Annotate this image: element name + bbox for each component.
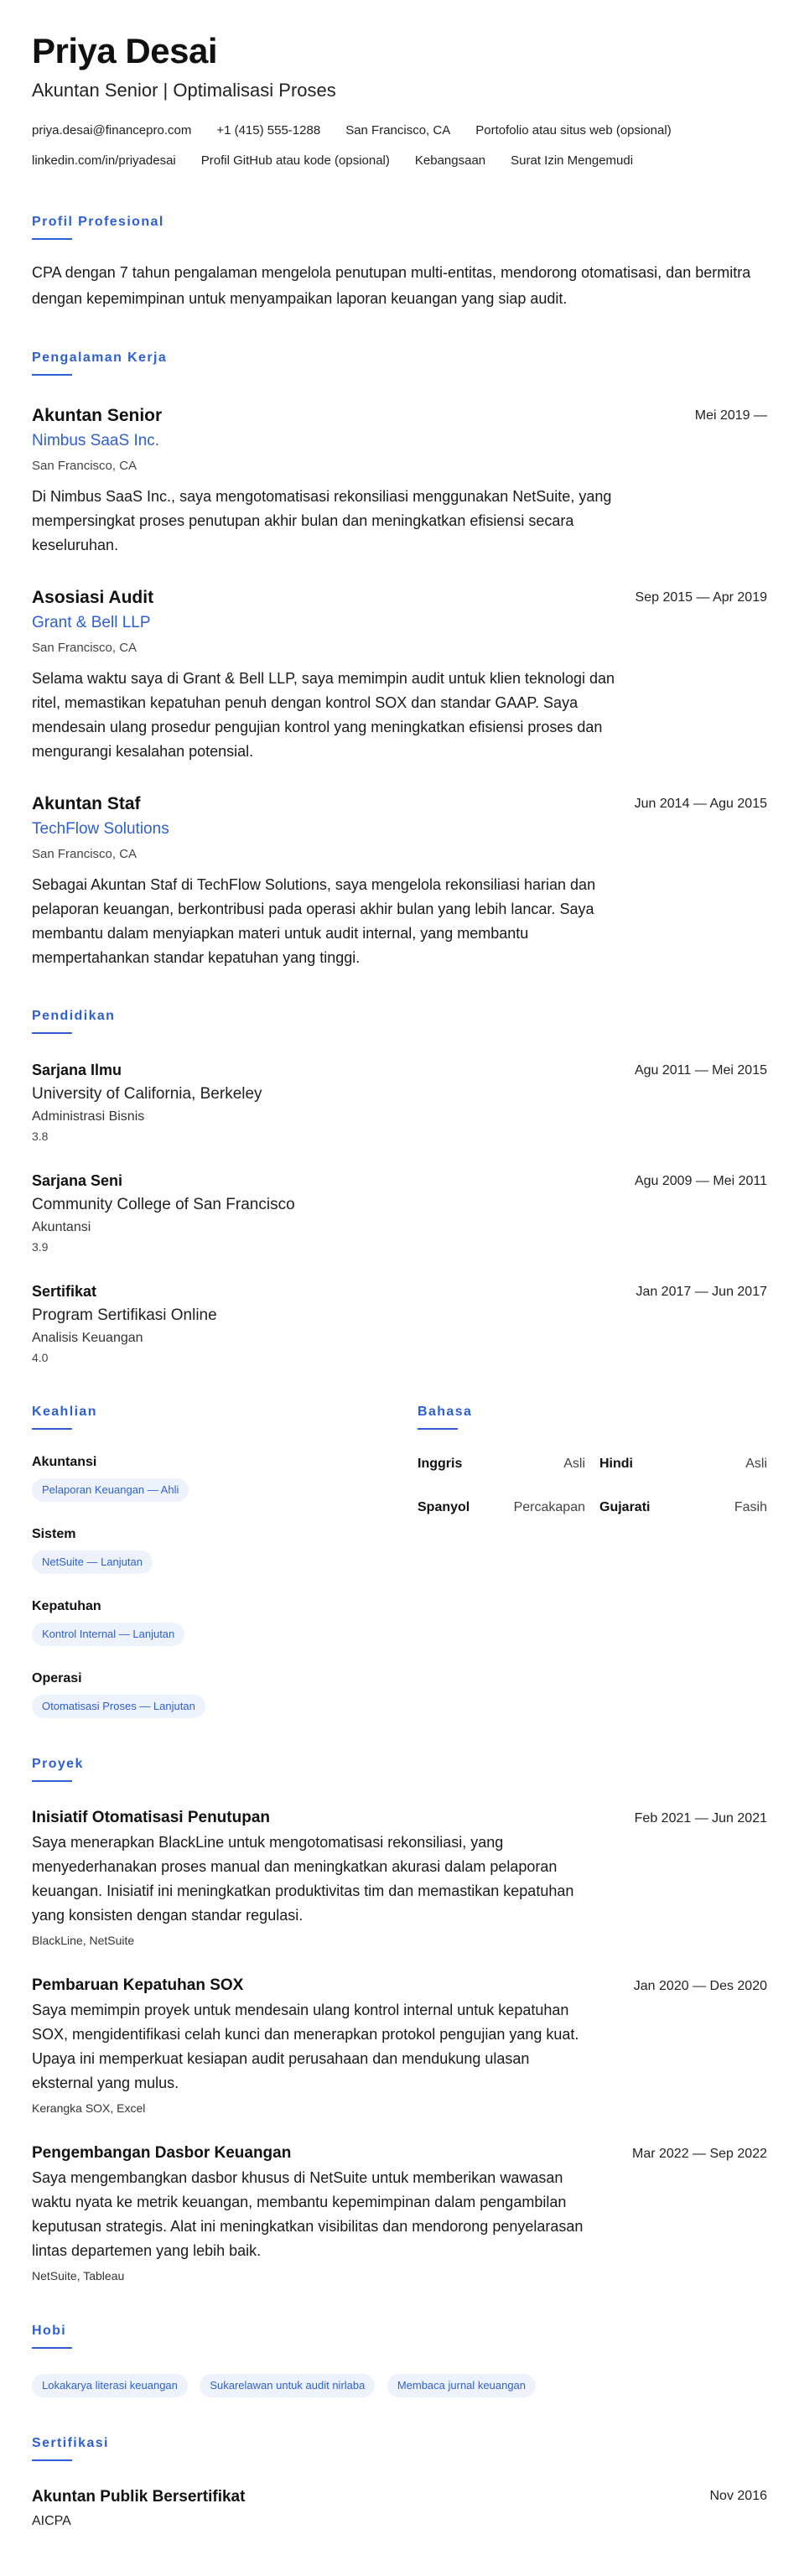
project-title: Inisiatif Otomatisasi Penutupan	[32, 1809, 270, 1826]
section-title: Sertifikasi	[32, 2436, 109, 2450]
skill-chip: NetSuite — Lanjutan	[32, 1550, 153, 1574]
section-divider	[32, 2347, 72, 2349]
project-tech: NetSuite, Tableau	[32, 2269, 125, 2283]
project-title: Pengembangan Dasbor Keuangan	[32, 2144, 292, 2162]
job-title: Akuntan Staf	[32, 794, 141, 813]
project-entry	[32, 1975, 767, 2117]
degree: Sertifikat	[32, 1283, 97, 1300]
contact-linkedin[interactable]: linkedin.com/in/priyadesai	[32, 153, 176, 168]
certifications-section	[32, 2434, 767, 2532]
certification-date: Nov 2016	[709, 2489, 767, 2503]
languages-section	[418, 1403, 767, 1718]
degree: Sarjana Ilmu	[32, 1062, 122, 1078]
project-entry	[32, 1807, 767, 1950]
education-dates: Agu 2011 — Mei 2015	[634, 1063, 767, 1078]
project-entry	[32, 2142, 767, 2285]
skills-languages-row	[32, 1403, 767, 1718]
experience-entry	[32, 404, 767, 558]
school-name: Community College of San Francisco	[32, 1196, 295, 1213]
project-dates: Jan 2020 — Des 2020	[633, 1979, 767, 1993]
language-item	[599, 1490, 767, 1525]
contact-list	[32, 116, 767, 176]
candidate-name: Priya Desai	[32, 31, 217, 70]
section-divider	[32, 2459, 72, 2461]
gpa: 3.9	[32, 1240, 49, 1254]
job-location: San Francisco, CA	[32, 641, 137, 655]
section-divider	[418, 1428, 458, 1430]
degree: Sarjana Seni	[32, 1172, 123, 1189]
candidate-headline: Akuntan Senior | Optimalisasi Proses	[32, 80, 336, 101]
skill-category: Kepatuhan	[32, 1599, 101, 1613]
section-title: Hobi	[32, 2324, 67, 2338]
skill-category: Akuntansi	[32, 1455, 97, 1469]
job-description: Sebagai Akuntan Staf di TechFlow Solutions, saya mengelola rekonsiliasi harian dan pelaporan keuangan, berkontribusi pada operasi akhir bulan yang lebih lancar. Saya membantu dalam menyiapkan materi untuk audit internal, yang membantu mempertahankan standar kepatuhan yang tinggi.	[32, 876, 596, 966]
job-dates: Sep 2015 — Apr 2019	[635, 590, 767, 605]
language-level: Asli	[563, 1457, 585, 1471]
job-title: Akuntan Senior	[32, 406, 163, 425]
skill-category: Sistem	[32, 1527, 76, 1541]
resume-header	[32, 30, 767, 176]
language-level: Percakapan	[513, 1500, 585, 1514]
language-level: Fasih	[734, 1500, 767, 1514]
project-description: Saya menerapkan BlackLine untuk mengotomatisasi rekonsiliasi, yang menyederhanakan proses manual dan meningkatkan akurasi dalam pelaporan keuangan. Inisiatif ini meningkatkan produktivitas tim dan memastikan kepatuhan yang konsisten dengan standar regulasi.	[32, 1834, 574, 1924]
section-divider	[32, 238, 72, 240]
gpa: 4.0	[32, 1351, 49, 1364]
section-divider	[32, 1032, 72, 1034]
hobby-chip: Membaca jurnal keuangan	[387, 2374, 536, 2397]
section-title: Pengalaman Kerja	[32, 351, 168, 365]
section-title: Bahasa	[418, 1405, 473, 1419]
education-dates: Agu 2009 — Mei 2011	[634, 1174, 767, 1188]
job-description: Di Nimbus SaaS Inc., saya mengotomatisasi rekonsiliasi menggunakan NetSuite, yang mempersingkat proses penutupan akhir bulan dan meningkatkan efisiensi secara keseluruhan.	[32, 488, 612, 553]
language-item	[418, 1455, 585, 1473]
experience-section	[32, 349, 767, 970]
language-grid	[418, 1455, 767, 1525]
section-title: Proyek	[32, 1757, 84, 1771]
company-name[interactable]: TechFlow Solutions	[32, 820, 169, 838]
school-name: University of California, Berkeley	[32, 1085, 262, 1103]
hobby-list	[32, 2367, 767, 2397]
field-of-study: Akuntansi	[32, 1220, 91, 1234]
education-entry	[32, 1059, 767, 1145]
contact-email[interactable]: priya.desai@financepro.com	[32, 123, 192, 138]
section-divider	[32, 1780, 72, 1782]
language-name: Spanyol	[418, 1500, 470, 1514]
job-description: Selama waktu saya di Grant & Bell LLP, saya memimpin audit untuk klien teknologi dan ritel, memastikan kepatuhan penuh dengan kontrol SOX dan standar GAAP. Saya mendesain ulang prosedur pengujian kontrol yang meningkatkan efisiensi proses dan mengurangi kesalahan potensial.	[32, 670, 615, 760]
project-tech: BlackLine, NetSuite	[32, 1934, 135, 1947]
skill-category: Operasi	[32, 1671, 82, 1685]
contact-portfolio[interactable]: Portofolio atau situs web (opsional)	[475, 123, 672, 138]
language-name: Inggris	[418, 1457, 463, 1471]
education-entry	[32, 1170, 767, 1255]
skill-group	[32, 1453, 418, 1502]
job-dates: Mei 2019 —	[694, 408, 767, 423]
skills-section	[32, 1403, 418, 1718]
project-title: Pembaruan Kepatuhan SOX	[32, 1976, 244, 1994]
education-dates: Jan 2017 — Jun 2017	[636, 1285, 767, 1299]
company-name[interactable]: Nimbus SaaS Inc.	[32, 432, 160, 449]
experience-entry	[32, 792, 767, 970]
language-name: Hindi	[599, 1457, 633, 1471]
project-dates: Mar 2022 — Sep 2022	[632, 2147, 767, 2161]
experience-entry	[32, 586, 767, 764]
skill-group	[32, 1597, 418, 1646]
education-section	[32, 1007, 767, 1366]
projects-section	[32, 1755, 767, 2285]
school-name: Program Sertifikasi Online	[32, 1306, 217, 1324]
section-title: Keahlian	[32, 1405, 97, 1419]
language-level: Asli	[745, 1457, 767, 1471]
project-description: Saya mengembangkan dasbor khusus di NetSuite untuk memberikan wawasan waktu nyata ke metrik keuangan, membantu kepemimpinan dalam pengambilan keputusan strategis. Alat ini meningkatkan visibilitas dan mendorong penyelarasan lintas departemen yang lebih baik.	[32, 2169, 584, 2259]
section-title: Pendidikan	[32, 1009, 116, 1023]
education-entry	[32, 1280, 767, 1366]
project-description: Saya memimpin proyek untuk mendesain ulang kontrol internal untuk kepatuhan SOX, mengidentifikasi celah kunci dan menerapkan protokol pengujian yang kuat. Upaya ini memperkuat kesiapan audit perusahaan dan mendukung ulasan eksternal yang mulus.	[32, 2002, 579, 2091]
skill-chip: Pelaporan Keuangan — Ahli	[32, 1478, 189, 1502]
job-location: San Francisco, CA	[32, 847, 137, 861]
field-of-study: Administrasi Bisnis	[32, 1109, 145, 1124]
hobbies-section	[32, 2322, 767, 2397]
job-title: Asosiasi Audit	[32, 588, 154, 607]
contact-location: San Francisco, CA	[345, 123, 451, 138]
company-name[interactable]: Grant & Bell LLP	[32, 614, 151, 631]
skill-chip: Otomatisasi Proses — Lanjutan	[32, 1695, 205, 1718]
section-divider	[32, 374, 72, 376]
contact-license: Surat Izin Mengemudi	[511, 153, 634, 168]
skill-group	[32, 1670, 418, 1718]
certification-title: Akuntan Publik Bersertifikat	[32, 2488, 246, 2506]
contact-github[interactable]: Profil GitHub atau kode (opsional)	[200, 153, 390, 168]
hobby-chip: Sukarelawan untuk audit nirlaba	[200, 2374, 375, 2397]
gpa: 3.8	[32, 1130, 49, 1143]
contact-phone[interactable]: +1 (415) 555-1288	[216, 123, 321, 138]
job-location: San Francisco, CA	[32, 459, 137, 473]
summary-section	[32, 213, 767, 312]
project-tech: Kerangka SOX, Excel	[32, 2101, 146, 2115]
hobby-chip: Lokakarya literasi keuangan	[32, 2374, 188, 2397]
skill-group	[32, 1525, 418, 1574]
summary-text: CPA dengan 7 tahun pengalaman mengelola penutupan multi-entitas, mendorong otomatisasi, dan bermitra dengan kepemimpinan untuk menyampaikan laporan keuangan yang siap audit.	[32, 264, 751, 307]
language-item	[418, 1490, 585, 1525]
language-item	[599, 1455, 767, 1473]
contact-nationality: Kebangsaan	[414, 153, 486, 168]
skill-chip: Kontrol Internal — Lanjutan	[32, 1623, 184, 1646]
section-title: Profil Profesional	[32, 215, 164, 229]
field-of-study: Analisis Keuangan	[32, 1331, 143, 1345]
certification-entry	[32, 2486, 767, 2532]
certification-issuer: AICPA	[32, 2514, 71, 2528]
job-dates: Jun 2014 — Agu 2015	[634, 797, 767, 811]
project-dates: Feb 2021 — Jun 2021	[634, 1811, 767, 1826]
section-divider	[32, 1428, 72, 1430]
language-name: Gujarati	[599, 1500, 651, 1514]
